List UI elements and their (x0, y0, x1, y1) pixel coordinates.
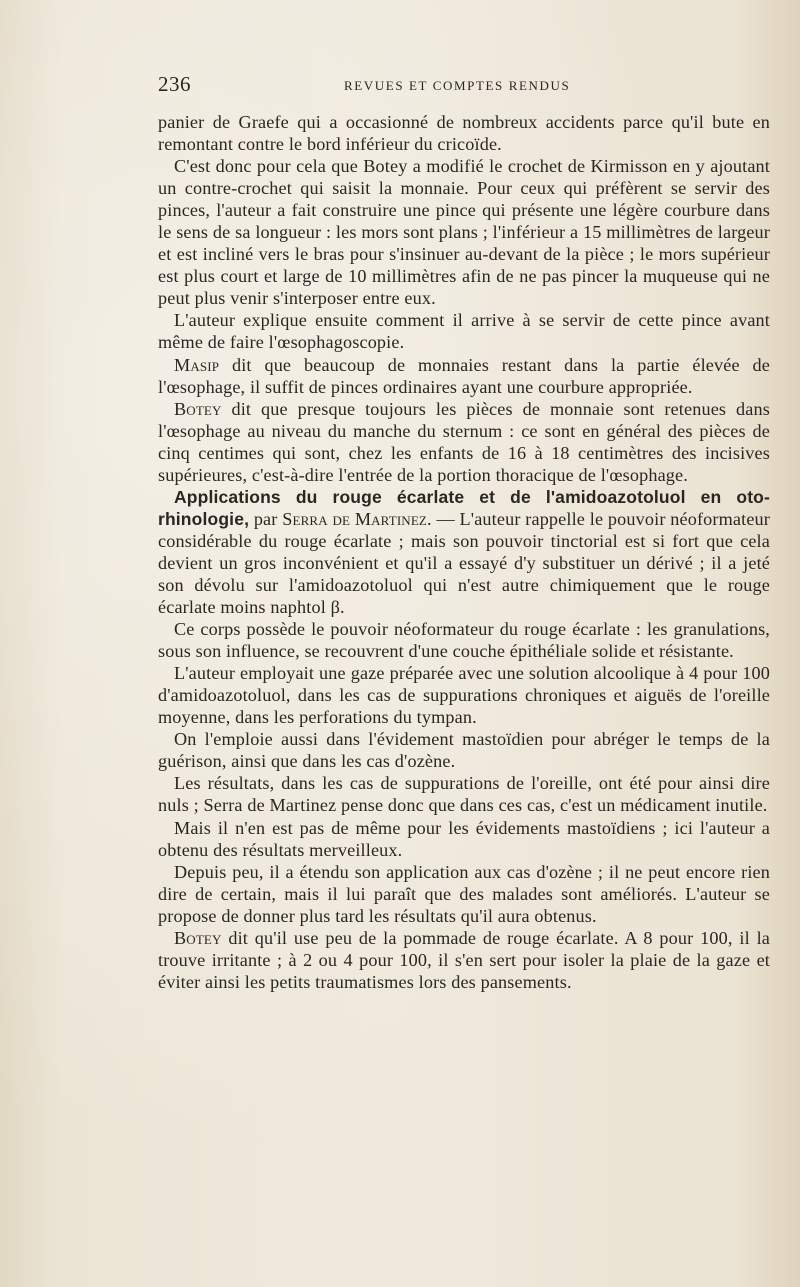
page-number: 236 (158, 72, 191, 96)
body-text (158, 111, 770, 993)
section-heading: Applications du rouge écarlate et de l'amidoazotoluol en oto-rhinologie, (158, 486, 770, 529)
paragraph: Les résultats, dans les cas de suppurations de l'oreille, ont été pour ainsi dire nuls ; Serra de Martinez pense donc que dans ces cas, c'est un médicament inutile. (158, 773, 770, 816)
running-head: REVUES ET COMPTES RENDUS (344, 78, 571, 93)
paragraph: Botey dit qu'il use peu de la pommade de rouge écarlate. A 8 pour 100, il la trouve irritante ; à 2 ou 4 pour 100, il s'en sert pour isoler la plaie de la gaze et éviter ainsi les petits traumatismes lors des pansements. (158, 927, 770, 992)
paragraph: On l'emploie aussi dans l'évidement mastoïdien pour abréger le temps de la guérison, ainsi que dans les cas d'ozène. (158, 729, 770, 772)
paragraph: Botey dit que presque toujours les pièces de monnaie sont retenues dans l'œsophage au niveau du manche du sternum : ce sont en général des pièces de cinq centimes qui sont, chez les enfants de 16 à 18 centimètres des incisives supérieures, c'est-à-dire l'entrée de la portion thoracique de l'œsophage. (158, 398, 770, 485)
author-name: Botey (174, 927, 222, 948)
paragraph: L'auteur employait une gaze préparée avec une solution alcoolique à 4 pour 100 d'amidoazotoluol, dans les cas de suppurations chroniques et aiguës de l'oreille moyenne, dans les perforations du tympan. (158, 663, 770, 728)
paragraph: Masip dit que beaucoup de monnaies restant dans la partie élevée de l'œsophage, il suffit de pinces ordinaires ayant une courbure appropriée. (158, 354, 770, 397)
author-name: Botey (174, 398, 222, 419)
paragraph: Mais il n'en est pas de même pour les évidements mastoïdiens ; ici l'auteur a obtenu des résultats merveilleux. (158, 817, 770, 860)
paragraph: C'est donc pour cela que Botey a modifié le crochet de Kirmisson en y ajoutant un contre-crochet qui saisit la monnaie. Pour ceux qui préfèrent se servir des pinces, l'auteur a fait construire une pince qui présente une légère courbure dans le sens de sa longueur : les mors sont plans ; l'inférieur a 15 millimètres de largeur et est incliné vers le bras pour s'insinuer au-devant de la pièce ; le mors supérieur est plus court et large de 10 millimètres afin de ne pas pincer la muqueuse qui ne peut plus venir s'interposer entre eux. (158, 156, 770, 309)
paragraph: Depuis peu, il a étendu son application aux cas d'ozène ; il ne peut encore rien dire de certain, mais il lui paraît que des malades sont améliorés. L'auteur se propose de donner plus tard les résultats qu'il aura obtenus. (158, 861, 770, 926)
paragraph: panier de Graefe qui a occasionné de nombreux accidents parce qu'il bute en remontant contre le bord inférieur du cricoïde. (158, 112, 770, 155)
author-name: Serra de Martinez (282, 508, 428, 529)
page-header (158, 72, 770, 102)
paragraph: Ce corps possède le pouvoir néoformateur du rouge écarlate : les granulations, sous son influence, se recouvrent d'une couche épithéliale solide et résistante. (158, 619, 770, 662)
paragraph: Applications du rouge écarlate et de l'amidoazotoluol en oto-rhinologie, par Serra de Martinez. — L'auteur rappelle le pouvoir néoformateur considérable du rouge écarlate ; mais son pouvoir tinctorial est si fort que cela devient un gros inconvénient et qu'il a essayé d'y substituer un dérivé ; il a jeté son dévolu sur l'amidoazotoluol qui n'est autre chimiquement que le rouge écarlate moins naphtol β. (158, 486, 771, 618)
author-name: Masip (174, 354, 220, 375)
paragraph: L'auteur explique ensuite comment il arrive à se servir de cette pince avant même de faire l'œsophagoscopie. (158, 310, 770, 353)
